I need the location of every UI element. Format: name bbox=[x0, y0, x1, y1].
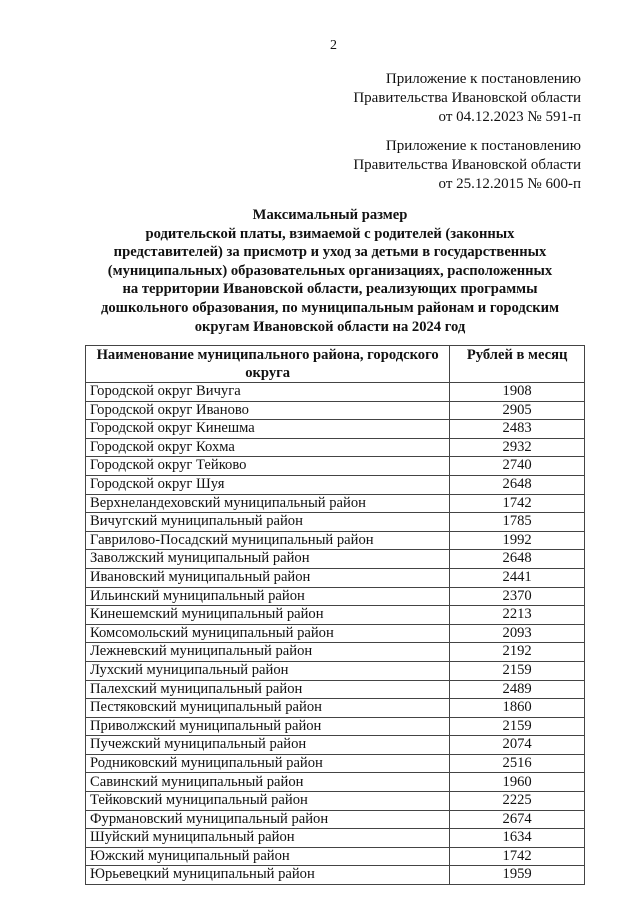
table-row bbox=[86, 606, 585, 625]
approval-block-2015 bbox=[353, 137, 581, 194]
table-row bbox=[86, 383, 585, 402]
monthly-fee-rub: 2674 bbox=[450, 810, 585, 829]
municipality-name: Шуйский муниципальный район bbox=[86, 829, 450, 848]
table-row bbox=[86, 643, 585, 662]
approval-line: Приложение к постановлению bbox=[385, 138, 581, 154]
monthly-fee-rub: 2516 bbox=[450, 754, 585, 773]
table-body bbox=[86, 383, 585, 885]
monthly-fee-rub: 1992 bbox=[450, 531, 585, 550]
municipality-name: Савинский муниципальный район bbox=[86, 773, 450, 792]
monthly-fee-rub: 2483 bbox=[450, 420, 585, 439]
approval-line: Правительства Ивановской области bbox=[353, 157, 581, 173]
municipality-name: Родниковский муниципальный район bbox=[86, 754, 450, 773]
municipality-name: Пестяковский муниципальный район bbox=[86, 699, 450, 718]
municipality-name: Городской округ Кохма bbox=[86, 438, 450, 457]
monthly-fee-rub: 1742 bbox=[450, 494, 585, 513]
municipality-name: Вичугский муниципальный район bbox=[86, 513, 450, 532]
municipality-name: Южский муниципальный район bbox=[86, 847, 450, 866]
table-row bbox=[86, 699, 585, 718]
table-row bbox=[86, 661, 585, 680]
title-line: на территории Ивановской области, реализующих программы bbox=[122, 281, 538, 298]
monthly-fee-rub: 1959 bbox=[450, 866, 585, 885]
monthly-fee-rub: 2074 bbox=[450, 736, 585, 755]
approval-line: от 04.12.2023 № 591-п bbox=[438, 109, 581, 125]
monthly-fee-rub: 2159 bbox=[450, 717, 585, 736]
title-line: родительской платы, взимаемой с родителей (законных bbox=[145, 225, 515, 242]
table-row bbox=[86, 457, 585, 476]
table-row bbox=[86, 680, 585, 699]
municipality-name: Кинешемский муниципальный район bbox=[86, 606, 450, 625]
table-row bbox=[86, 717, 585, 736]
municipality-name: Комсомольский муниципальный район bbox=[86, 624, 450, 643]
monthly-fee-rub: 2159 bbox=[450, 661, 585, 680]
monthly-fee-rub: 1785 bbox=[450, 513, 585, 532]
municipality-name: Городской округ Вичуга bbox=[86, 383, 450, 402]
table-row bbox=[86, 420, 585, 439]
document-title bbox=[80, 206, 580, 336]
municipality-name: Пучежский муниципальный район bbox=[86, 736, 450, 755]
approval-block-2023 bbox=[353, 70, 581, 127]
monthly-fee-rub: 2648 bbox=[450, 550, 585, 569]
title-line: округам Ивановской области на 2024 год bbox=[194, 318, 466, 335]
municipality-name: Лухский муниципальный район bbox=[86, 661, 450, 680]
monthly-fee-rub: 2225 bbox=[450, 792, 585, 811]
table-row bbox=[86, 792, 585, 811]
municipality-name: Приволжский муниципальный район bbox=[86, 717, 450, 736]
monthly-fee-rub: 2740 bbox=[450, 457, 585, 476]
table-row bbox=[86, 568, 585, 587]
municipality-name: Юрьевецкий муниципальный район bbox=[86, 866, 450, 885]
table-row bbox=[86, 513, 585, 532]
monthly-fee-rub: 1908 bbox=[450, 383, 585, 402]
monthly-fee-rub: 1742 bbox=[450, 847, 585, 866]
title-line: (муниципальных) образовательных организациях, расположенных bbox=[107, 262, 553, 279]
monthly-fee-rub: 2932 bbox=[450, 438, 585, 457]
table-row bbox=[86, 475, 585, 494]
table-header-row bbox=[86, 346, 585, 383]
page-number: 2 bbox=[330, 38, 337, 53]
municipality-name: Заволжский муниципальный район bbox=[86, 550, 450, 569]
monthly-fee-rub: 2648 bbox=[450, 475, 585, 494]
municipality-name: Гаврилово-Посадский муниципальный район bbox=[86, 531, 450, 550]
fee-table bbox=[85, 345, 585, 885]
monthly-fee-rub: 2192 bbox=[450, 643, 585, 662]
monthly-fee-rub: 1860 bbox=[450, 699, 585, 718]
table-row bbox=[86, 736, 585, 755]
monthly-fee-rub: 2093 bbox=[450, 624, 585, 643]
table-row bbox=[86, 494, 585, 513]
municipality-name: Фурмановский муниципальный район bbox=[86, 810, 450, 829]
monthly-fee-rub: 2213 bbox=[450, 606, 585, 625]
approval-line: Правительства Ивановской области bbox=[353, 90, 581, 106]
title-line: дошкольного образования, по муниципальным районам и городским bbox=[100, 299, 560, 316]
table-row bbox=[86, 754, 585, 773]
table-row bbox=[86, 866, 585, 885]
municipality-name: Палехский муниципальный район bbox=[86, 680, 450, 699]
table-row bbox=[86, 550, 585, 569]
table-row bbox=[86, 401, 585, 420]
title-line: Максимальный размер bbox=[252, 207, 408, 223]
column-header-name: Наименование муниципального района, городского округа bbox=[86, 346, 450, 383]
monthly-fee-rub: 1634 bbox=[450, 829, 585, 848]
table-row bbox=[86, 829, 585, 848]
municipality-name: Ильинский муниципальный район bbox=[86, 587, 450, 606]
table-row bbox=[86, 624, 585, 643]
municipality-name: Городской округ Тейково bbox=[86, 457, 450, 476]
table-row bbox=[86, 438, 585, 457]
municipality-name: Городской округ Иваново bbox=[86, 401, 450, 420]
municipality-name: Городской округ Кинешма bbox=[86, 420, 450, 439]
monthly-fee-rub: 2489 bbox=[450, 680, 585, 699]
approval-line: Приложение к постановлению bbox=[385, 71, 581, 87]
municipality-name: Лежневский муниципальный район bbox=[86, 643, 450, 662]
table-row bbox=[86, 773, 585, 792]
title-line: представителей) за присмотр и уход за детьми в государственных bbox=[113, 244, 547, 261]
column-header-value: Рублей в месяц bbox=[450, 346, 585, 383]
approval-line: от 25.12.2015 № 600-п bbox=[438, 176, 581, 192]
municipality-name: Верхнеландеховский муниципальный район bbox=[86, 494, 450, 513]
monthly-fee-rub: 2370 bbox=[450, 587, 585, 606]
monthly-fee-rub: 1960 bbox=[450, 773, 585, 792]
table-row bbox=[86, 587, 585, 606]
monthly-fee-rub: 2905 bbox=[450, 401, 585, 420]
monthly-fee-rub: 2441 bbox=[450, 568, 585, 587]
table-row bbox=[86, 847, 585, 866]
table-row bbox=[86, 531, 585, 550]
municipality-name: Городской округ Шуя bbox=[86, 475, 450, 494]
table-row bbox=[86, 810, 585, 829]
municipality-name: Тейковский муниципальный район bbox=[86, 792, 450, 811]
municipality-name: Ивановский муниципальный район bbox=[86, 568, 450, 587]
